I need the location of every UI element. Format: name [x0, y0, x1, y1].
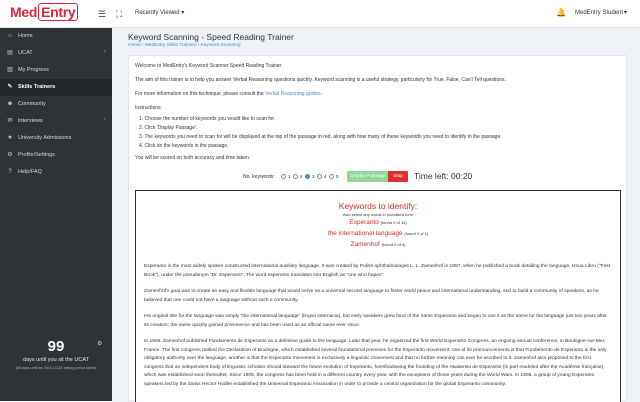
instructions-label: Instructions: — [135, 105, 162, 111]
timer-value: 00:20 — [451, 171, 473, 181]
trainer-controls: No. keywords: 1 2 3 4 5 Display Passage Stop Time left: 00:20 — [243, 171, 473, 181]
breadcrumb-skills-trainers[interactable]: MedEntry Skills Trainers — [144, 43, 197, 48]
medentry-logo[interactable]: Med Entry — [10, 4, 72, 24]
trainer-panel — [128, 55, 627, 401]
stop-button[interactable]: Stop — [388, 171, 408, 182]
welcome-text: Welcome to MedEntry's Keyword Scanner Speed Reading Trainer. — [135, 63, 283, 69]
keyword-item: Esperanto (found 0 of 14) — [349, 219, 407, 226]
sidebar-item-skills-trainers[interactable]: ✎ Skills Trainers — [0, 79, 112, 96]
users-icon: ☻ — [6, 101, 14, 107]
passage-box — [135, 190, 621, 402]
sidebar-item-help-faq[interactable]: ? Help/FAQ — [0, 164, 112, 181]
chart-icon: ▧ — [7, 67, 13, 73]
passage-paragraph[interactable]: Esperanto is the most widely spoken constructed international auxiliary language. It was created by Polish ophthalmologist L. L. Zamenhof in 1887, when he published a book detailing the language, Unua Libro ("First Book"), under the pseudonym "Dr. Esperanto". The word esperanto translates into English as "one who hopes". — [144, 264, 611, 278]
breadcrumb-keyword-scanning[interactable]: Keyword Scanning — [200, 43, 241, 48]
sidebar-item-university-admissions[interactable]: ★ University Admissions — [7, 135, 72, 141]
countdown-days: 99 — [47, 338, 65, 355]
instruction-step: 2. Click 'Display Passage'. — [139, 125, 198, 131]
instruction-step: 3. The keywords you need to scan for will be displayed at the top of the passage in red, along with how many of these keywords you need to identify in the passage. — [139, 134, 502, 140]
keywords-subtitle: Also select any words in pluralised form — [342, 212, 414, 217]
top-bar — [0, 0, 640, 28]
time-left: Time left: 00:20 — [414, 171, 473, 181]
sidebar-item-home[interactable]: ⌂ Home — [0, 28, 112, 45]
breadcrumb: Home / MedEntry Skills Trainers / Keyword Scanning — [128, 43, 241, 48]
settings-icon: ⚙ — [7, 152, 13, 158]
countdown-text: days until you sit the UCAT — [23, 357, 89, 363]
chevron-down-icon: ▾ — [181, 10, 185, 16]
keywords-title: Keywords to identify: — [338, 201, 418, 211]
passage-paragraph[interactable]: His original title for the language was simply "the international language" (lingvo internacia), but early speakers grew fond of the name Esperanto and began to use it as the name for the language just two years after its creation; the name quickly gained prominence and has been used as an official name ever since. — [144, 314, 607, 328]
sidebar-item-interviews[interactable]: ✉ Interviews ‹ — [7, 117, 106, 124]
aim-text: The aim of this trainer is to help you answer Verbal Reasoning questions quickly. Keyword scanning is a useful strategy, particularly for True, False, Can't Tell questions. — [135, 77, 506, 83]
skills-icon: ✎ — [7, 84, 13, 90]
user-menu[interactable]: MedEntry Student — [575, 10, 624, 16]
breadcrumb-home[interactable]: Home — [128, 43, 141, 48]
chevron-down-icon[interactable]: ▾ — [624, 10, 628, 16]
countdown-note: (65 days until the 2020 UCAT testing period starts) — [15, 366, 97, 370]
sidebar — [0, 28, 112, 401]
keywords-radio-4[interactable] — [317, 174, 322, 179]
recently-viewed-dropdown[interactable]: Recently Viewed ▾ — [135, 10, 185, 16]
chevron-left-icon: ‹ — [104, 117, 106, 123]
sidebar-item-ucat[interactable]: ▤ UCAT ‹ — [7, 49, 106, 56]
sidebar-item-profile-settings[interactable]: ⚙ Profile/Settings — [7, 152, 55, 158]
more-info-text: For more information on this technique, please consult the Verbal Reasoning guides. — [135, 91, 323, 97]
page-title: Keyword Scanning - Speed Reading Trainer — [128, 32, 294, 42]
book-icon: ▤ — [7, 50, 13, 56]
passage-paragraph[interactable]: Zamenhof's goal was to create an easy and flexible language that would serve as a universal second language to foster world peace and international understanding, and to build a community of speakers, as he believed that one could not have a language without such a community. — [144, 289, 599, 303]
instruction-step: 4. Click on the keywords in the passage. — [139, 143, 229, 149]
keywords-radio-5[interactable] — [329, 174, 334, 179]
university-icon: ★ — [7, 135, 13, 141]
keywords-radio-3[interactable] — [305, 174, 310, 179]
fullscreen-icon[interactable]: ⛶ — [115, 9, 123, 19]
instruction-step: 1. Choose the number of keywords you would like to scan for. — [139, 116, 276, 122]
display-passage-button[interactable]: Display Passage — [347, 171, 389, 182]
keyword-item: Zamenhof (found 0 of 4) — [350, 241, 406, 248]
hamburger-icon[interactable]: ☰ — [97, 9, 107, 19]
passage-paragraph[interactable]: In 1905, Zamenhof published Fundamento de Esperanto as a definitive guide to the language. Later that year, he organized the first World Esperanto Congress, an ongoing annual conference, in Boulogne-sur-Mer, France. The first congress ratified the Declaration of Boulogne, which established several foundational premises for the Esperanto movement; one of its pronouncements is that Fundamento de Esperanto is the only obligatory authority over the language; another is that the Esperanto movement is exclusively a linguistic movement and that no further meaning can ever be ascribed to it. Zamenhof also proposed to the first congress that an independent body of linguistic scholars should steward the future evolution of Esperanto, foreshadowing the founding of the Akademio de Esperanto (in part modeled after the Académie française), which was established soon thereafter. Since 1905, the congress has been held in a different country every year, with the exceptions of those years during the World Wars. In 1908, a group of young Esperanto speakers led by the Swiss Hector Hodler established the Universal Esperanto Association in order to provide a central organization for the global Esperanto community. — [144, 339, 607, 387]
interview-icon: ✉ — [7, 118, 13, 124]
home-icon: ⌂ — [8, 33, 12, 39]
chevron-left-icon: ‹ — [104, 49, 106, 55]
sidebar-item-community[interactable]: ☻ Community — [6, 101, 46, 107]
verbal-reasoning-guides-link[interactable]: Verbal Reasoning guides — [265, 91, 321, 97]
help-icon: ? — [8, 169, 12, 175]
keywords-radio-1[interactable] — [281, 174, 286, 179]
keywords-count-label: No. keywords: — [243, 174, 275, 180]
scoring-text: You will be scored on both accuracy and time taken. — [135, 155, 251, 161]
bell-icon[interactable]: 🔔 — [556, 8, 566, 17]
gear-icon[interactable]: ⚙ — [97, 341, 103, 347]
sidebar-item-my-progress[interactable]: ▧ My Progress — [7, 67, 49, 73]
ucat-countdown — [0, 336, 112, 401]
keyword-item: the international language (found 0 of 1) — [327, 230, 429, 237]
keywords-radio-2[interactable] — [293, 174, 298, 179]
